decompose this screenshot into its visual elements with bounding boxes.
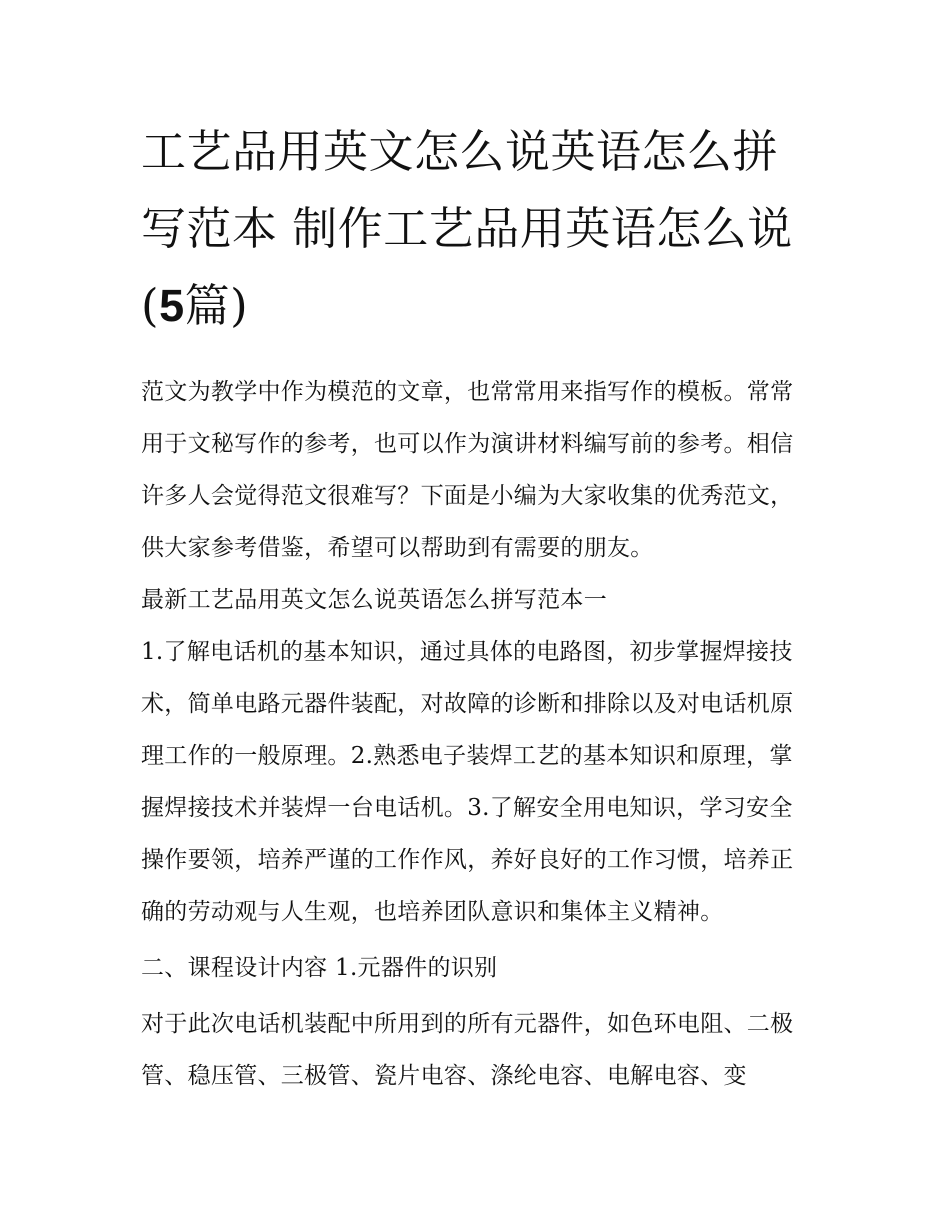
components-paragraph: 对于此次电话机装配中所用到的所有元器件，如色环电阻、二极管、稳压管、三极管、瓷片电容、涤纶电容、电解电容、变: [141, 1011, 794, 1089]
intro-paragraph: 范文为教学中作为模范的文章，也常常用来指写作的模板。常常用于文秘写作的参考，也可以作为演讲材料编写前的参考。相信许多人会觉得范文很难写？下面是小编为大家收集的优秀范文，供大家参考借鉴，希望可以帮助到有需要的朋友。: [141, 379, 794, 561]
document-title: [141, 113, 813, 344]
section-heading-course-content: 二、课程设计内容 1.元器件的识别: [141, 955, 498, 981]
section-heading: 最新工艺品用英文怎么说英语怎么拼写范本一: [141, 587, 607, 613]
title-suffix: 篇): [184, 279, 249, 332]
title-count: 5: [159, 280, 185, 331]
objectives-paragraph: 1.了解电话机的基本知识，通过具体的电路图，初步掌握焊接技术，简单电路元器件装配，对故障的诊断和排除以及对电话机原理工作的一般原理。2.熟悉电子装焊工艺的基本知识和原理，掌握焊接技术并装焊一台电话机。3.了解安全用电知识，学习安全操作要领，培养严谨的工作作风，养好良好的工作习惯，培养正确的劳动观与人生观，也培养团队意识和集体主义精神。: [141, 639, 794, 925]
title-text: 工艺品用英文怎么说英语怎么拼写范本 制作工艺品用英语怎么说(: [141, 125, 793, 332]
document-body: [141, 366, 813, 1102]
document-page: [141, 113, 813, 1102]
